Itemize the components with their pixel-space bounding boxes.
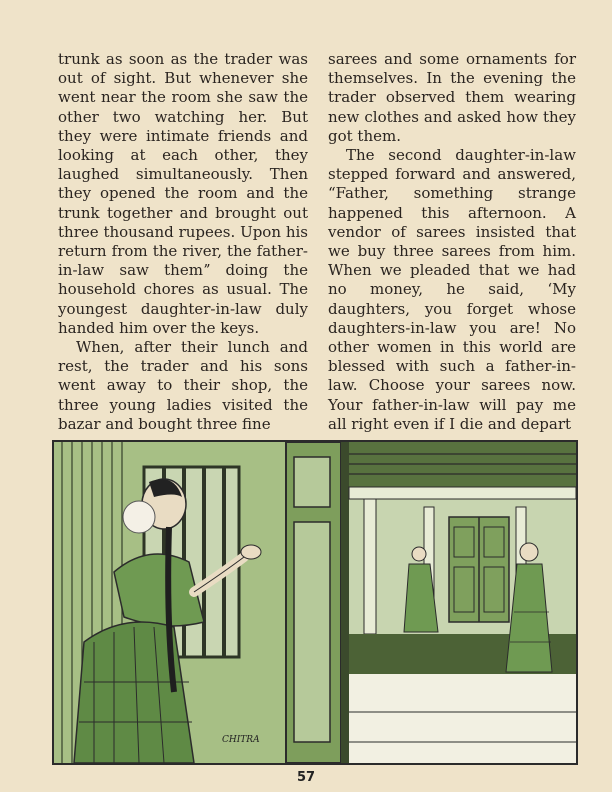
- illustration-drawing: [54, 442, 576, 763]
- story-illustration: [52, 440, 578, 765]
- text-column-left: [58, 50, 308, 434]
- paragraph: trunk as soon as the trader was out of sight. But whenever she went near the room she saw the other two watching her. But they were intimate friends and looking at each other, they laughed simultaneously. Then they opened the room and the trunk together and brought out three thousand rupees. Upon his return from the river, the father-in-law saw themˮ doing the household chores as usual. The youngest daughter-in-law duly handed him over the keys.: [58, 50, 308, 337]
- page-number: 57: [296, 770, 316, 785]
- paragraph: sarees and some ornaments for themselves. In the evening the trader observed them wearing new clothes and asked how they got them.: [328, 50, 576, 145]
- paragraph: The second daughter-in-law stepped forward and answered, “Father, something strange happened this afternoon. A vendor of sarees insisted that we buy three sarees from him. When we pleaded that we had no money, he said, ‘My daughters, you forget whose daughters-in-law you are! No other women in this world are blessed with such a father-in-law. Choose your sarees now. Your father-in-law will pay me all right even if I die and depart: [328, 146, 576, 433]
- text-column-right: [328, 50, 576, 434]
- paragraph: When, after their lunch and rest, the trader and his sons went away to their shop, the three young ladies visited the bazar and bought three fine: [58, 338, 308, 433]
- artist-signature: CHITRA: [222, 735, 260, 745]
